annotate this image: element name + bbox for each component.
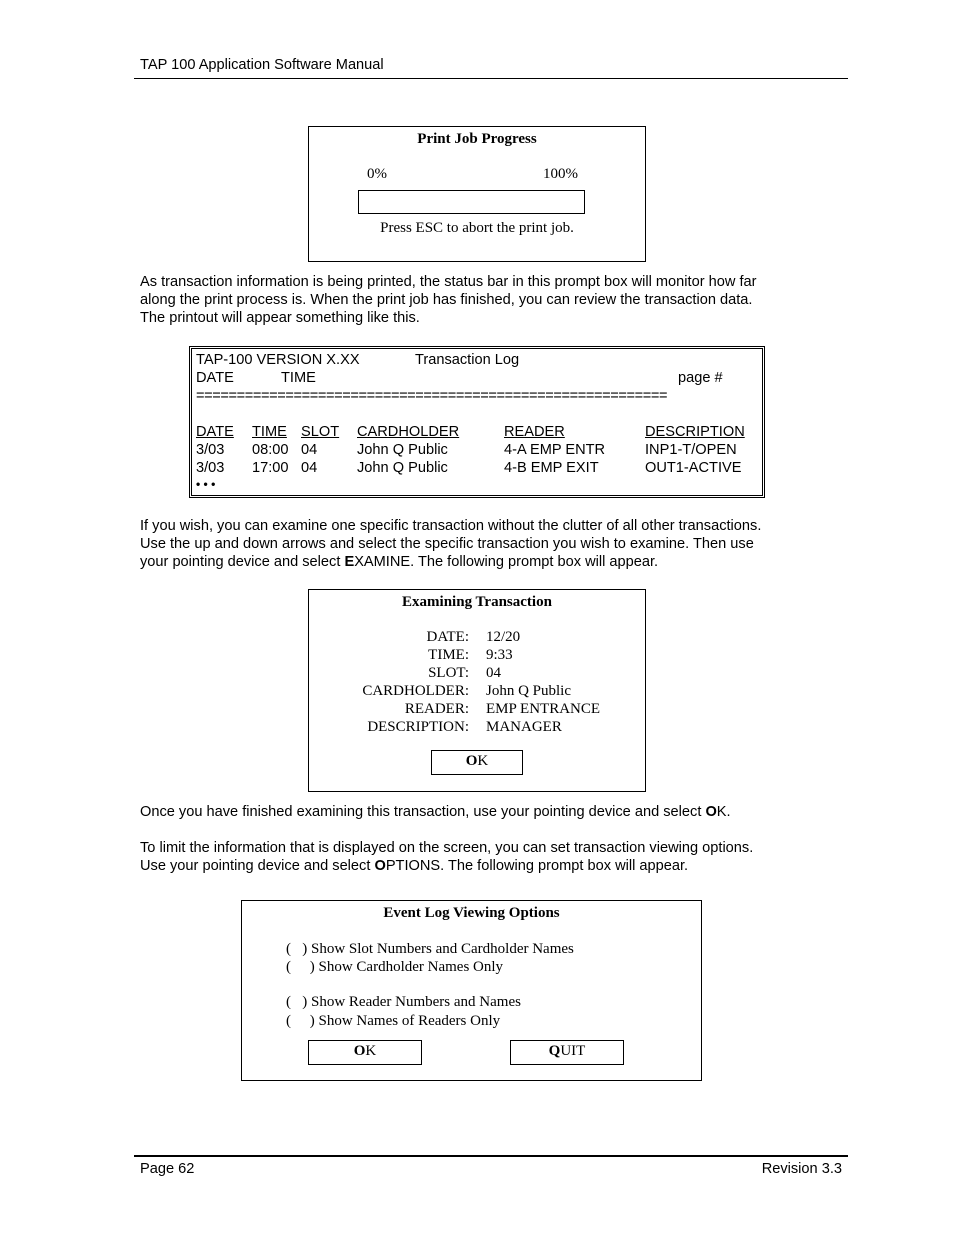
table-cell: John Q Public bbox=[357, 442, 448, 458]
field-label-time: TIME: bbox=[428, 647, 469, 663]
progress-bar bbox=[358, 190, 585, 214]
abort-hint: Press ESC to abort the print job. bbox=[380, 220, 574, 236]
table-cell: John Q Public bbox=[357, 460, 448, 476]
header-rule bbox=[134, 78, 848, 79]
paragraph-line: To limit the information that is displayed on the screen, you can set transaction viewing options. bbox=[140, 840, 754, 856]
field-value-slot: 04 bbox=[486, 665, 501, 681]
text: K. bbox=[716, 804, 731, 820]
paragraph-line bbox=[140, 803, 731, 821]
ok-button[interactable] bbox=[431, 750, 523, 775]
dialog-title: Event Log Viewing Options bbox=[383, 905, 560, 921]
footer-rule bbox=[134, 1155, 848, 1157]
ok-button[interactable] bbox=[308, 1040, 422, 1065]
column-header-cardholder: CARDHOLDER bbox=[357, 424, 460, 440]
printout-time-label: TIME bbox=[281, 370, 316, 386]
paragraph-line: along the print process is. When the print job has finished, you can review the transaction data. bbox=[140, 292, 753, 308]
table-cell: 3/03 bbox=[196, 442, 225, 458]
footer-revision: Revision 3.3 bbox=[761, 1161, 842, 1177]
hotkey: O bbox=[465, 753, 478, 769]
button-label: K bbox=[477, 753, 489, 769]
printout-separator: ========================================================== bbox=[196, 388, 668, 404]
paragraph-line bbox=[140, 857, 753, 875]
printout-version: TAP-100 VERSION X.XX bbox=[196, 352, 360, 368]
table-cell: 08:00 bbox=[252, 442, 289, 458]
field-label-reader: READER: bbox=[404, 701, 469, 717]
field-value-cardholder: John Q Public bbox=[486, 683, 572, 699]
quit-button[interactable] bbox=[510, 1040, 624, 1065]
hotkey: O bbox=[705, 804, 717, 820]
footer-page-number: Page 62 bbox=[140, 1161, 195, 1177]
column-header-slot: SLOT bbox=[301, 424, 340, 440]
dialog-title: Print Job Progress bbox=[417, 131, 537, 147]
column-header-description: DESCRIPTION bbox=[645, 424, 745, 440]
text: PTIONS. The following prompt box will appear. bbox=[385, 858, 689, 874]
printout-page-label: page # bbox=[678, 370, 723, 386]
table-cell: 3/03 bbox=[196, 460, 225, 476]
paragraph-examine bbox=[140, 517, 761, 571]
field-label-cardholder: CARDHOLDER: bbox=[362, 683, 469, 699]
field-label-date: DATE: bbox=[426, 629, 469, 645]
option-slot-cardholder-radio[interactable]: ( ) Show Slot Numbers and Cardholder Names bbox=[286, 941, 574, 957]
paragraph-print-status bbox=[140, 273, 756, 327]
printout-date-label: DATE bbox=[196, 370, 234, 386]
paragraph-finished bbox=[140, 803, 731, 821]
header-title: TAP 100 Application Software Manual bbox=[140, 57, 384, 73]
event-log-viewing-options-dialog bbox=[241, 900, 702, 1081]
text: Once you have finished examining this transaction, use your pointing device and select bbox=[140, 804, 706, 820]
paragraph-options bbox=[140, 839, 753, 875]
table-cell: 04 bbox=[301, 442, 318, 458]
field-value-reader: EMP ENTRANCE bbox=[486, 701, 601, 717]
field-value-date: 12/20 bbox=[486, 629, 521, 645]
hotkey: E bbox=[344, 554, 355, 570]
paragraph-line: The printout will appear something like this. bbox=[140, 310, 420, 326]
paragraph-line: As transaction information is being printed, the status bar in this prompt box will monitor how far bbox=[140, 274, 757, 290]
table-cell: 04 bbox=[301, 460, 318, 476]
progress-min-label: 0% bbox=[367, 166, 387, 182]
table-cell: 4-B EMP EXIT bbox=[504, 460, 599, 476]
paragraph-line bbox=[140, 553, 761, 571]
option-reader-numbers-radio[interactable]: ( ) Show Reader Numbers and Names bbox=[286, 994, 521, 1010]
printout-log-title: Transaction Log bbox=[415, 352, 520, 368]
field-label-slot: SLOT: bbox=[428, 665, 469, 681]
paragraph-line: If you wish, you can examine one specific transaction without the clutter of all other transactions. bbox=[140, 518, 762, 534]
field-label-description: DESCRIPTION: bbox=[367, 719, 469, 735]
table-cell: INP1-T/OPEN bbox=[645, 442, 737, 458]
column-header-time: TIME bbox=[252, 424, 287, 440]
hotkey: O bbox=[353, 1043, 366, 1059]
option-cardholder-only-radio[interactable]: ( ) Show Cardholder Names Only bbox=[286, 959, 504, 975]
hotkey: Q bbox=[548, 1043, 561, 1059]
print-job-progress-dialog bbox=[308, 126, 646, 262]
field-value-description: MANAGER bbox=[486, 719, 562, 735]
button-label: K bbox=[365, 1043, 377, 1059]
printout-ellipsis: • • • bbox=[196, 477, 216, 491]
text: XAMINE. The following prompt box will appear. bbox=[354, 554, 659, 570]
paragraph-line: Use the up and down arrows and select the specific transaction you wish to examine. Then use bbox=[140, 536, 754, 552]
button-label: UIT bbox=[560, 1043, 586, 1059]
text: your pointing device and select bbox=[140, 554, 345, 570]
progress-max-label: 100% bbox=[543, 166, 578, 182]
table-cell: 17:00 bbox=[252, 460, 289, 476]
transaction-log-printout bbox=[189, 346, 765, 498]
examining-transaction-dialog bbox=[308, 589, 646, 792]
column-header-reader: READER bbox=[504, 424, 565, 440]
dialog-title: Examining Transaction bbox=[402, 594, 552, 610]
text: Use your pointing device and select bbox=[140, 858, 375, 874]
option-reader-names-only-radio[interactable]: ( ) Show Names of Readers Only bbox=[286, 1013, 501, 1029]
table-cell: OUT1-ACTIVE bbox=[645, 460, 742, 476]
field-value-time: 9:33 bbox=[486, 647, 513, 663]
hotkey: O bbox=[374, 858, 386, 874]
table-cell: 4-A EMP ENTR bbox=[504, 442, 606, 458]
column-header-date: DATE bbox=[196, 424, 234, 440]
